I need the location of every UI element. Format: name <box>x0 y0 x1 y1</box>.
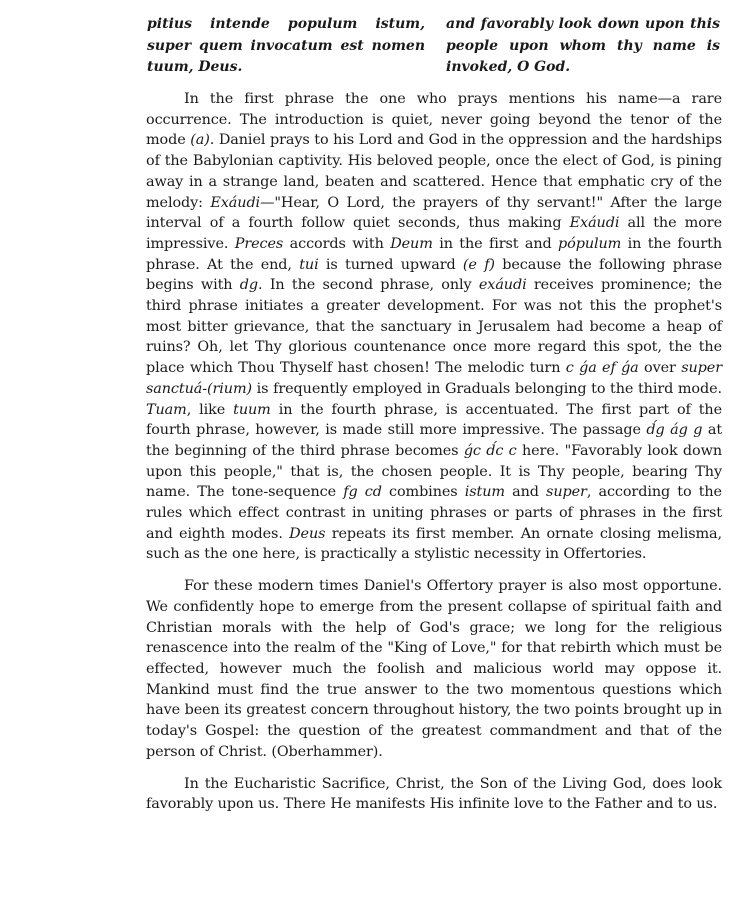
italic-term: tui <box>299 256 319 273</box>
italic-term: dg <box>239 277 259 294</box>
italic-term: Deum <box>390 235 433 252</box>
italic-term: Preces <box>234 235 284 252</box>
italic-term: super sanctuá-(rium) <box>146 360 722 397</box>
italic-term: (e f) <box>462 256 495 273</box>
italic-term: tuum <box>233 401 271 418</box>
commentary-body <box>146 89 722 826</box>
italic-term: exáudi <box>478 277 527 294</box>
italic-term: pópulum <box>558 235 622 252</box>
italic-term: Tuam <box>146 401 187 418</box>
english-translation-column: and favorably look down upon this people upon whom thy name is invoked, O God. <box>446 16 720 75</box>
commentary-paragraph-1: In the first phrase the one who prays mentions his name—a rare occurrence. The introduction is quiet, never going beyond the tenor of the mode (a). Daniel prays to his Lord and God in the oppression and the hardships of the Babylonian captivity. His beloved people, once the elect of God, is pining away in a strange land, beaten and scattered. Hence that emphatic cry of the melody: Exáudi—"Hear, O Lord, the prayers of thy servant!" After the large interval of a fourth follow quiet seconds, thus making Exáudi all the more impressive. Preces accords with Deum in the first and pópulum in the fourth phrase. At the end, tui is turned upward (e f) because the following phrase begins with dg. In the second phrase, only exáudi receives prominence; the third phrase initiates a greater development. For was not this the prophet's most bitter grievance, that the sanctuary in Jerusalem had become a heap of ruins? Oh, let Thy glorious countenance once more regard this spot, the the place which Thou Thyself hast chosen! The melodic turn c ǵa ef ǵa over super sanctuá-(rium) is frequently employed in Graduals belonging to the third mode. Tuam, like tuum in the fourth phrase, is accentuated. The first part of the fourth phrase, however, is made still more impressive. The passage d́g ág g at the beginning of the third phrase becomes ǵc d́c c here. "Favorably look down upon this people," that is, the chosen people. It is Thy people, bearing Thy name. The tone-sequence fg cd combines istum and super, according to the rules which effect contrast in uniting phrases or parts of phrases in the first and eighth modes. Deus repeats its first member. An ornate closing melisma, such as the one here, is practically a stylistic necessity in Offertories. <box>146 91 723 563</box>
commentary-paragraph-3: In the Eucharistic Sacrifice, Christ, the Son of the Living God, does look favorably upon us. There He manifests His infinite love to the Father and to us. <box>146 775 722 813</box>
italic-term: ǵc d́c c <box>463 442 517 459</box>
italic-term: (a) <box>190 132 210 149</box>
italic-term: d́g ág g <box>646 422 703 439</box>
commentary-paragraph-2: For these modern times Daniel's Offertory prayer is also most opportune. We confidently hope to emerge from the present collapse of spiritual faith and Christian morals with the help of God's grace; we long for the religious renascence into the realm of the "King of Love," for that rebirth which must be effected, however much the foolish and malicious world may oppose it. Mankind must find the true answer to the two momentous questions which have been its greatest concern throughout history, the two points brought up in today's Gospel: the question of the greatest commandment and that of the person of Christ. (Oberhammer). <box>146 578 722 760</box>
latin-text-column: pitius intende populum istum, super quem invocatum est nomen tuum, Deus. <box>147 16 425 75</box>
italic-term: Exáudi <box>210 194 261 211</box>
italic-term: super <box>546 484 587 501</box>
italic-term: fg cd <box>343 484 382 501</box>
italic-term: c ǵa ef ǵa <box>565 360 639 377</box>
italic-term: istum <box>464 484 505 501</box>
italic-term: Deus <box>289 525 326 542</box>
italic-term: Exáudi <box>569 215 620 232</box>
